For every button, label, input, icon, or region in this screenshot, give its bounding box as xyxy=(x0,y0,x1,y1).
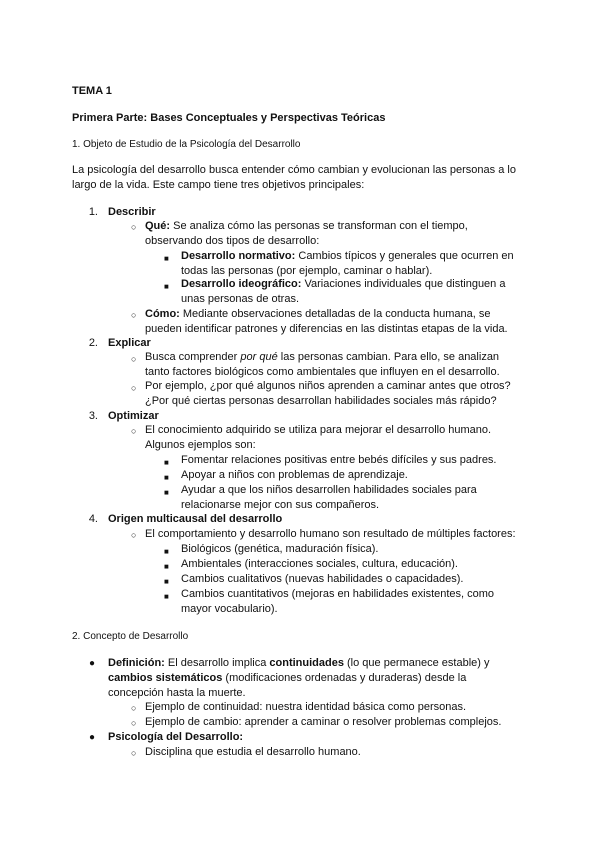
circle-bullet-icon: ○ xyxy=(131,383,137,393)
factor-cuantitativos-line-2: mayor vocabulario). xyxy=(181,603,278,615)
explicar-line-4: ¿Por qué ciertas personas desarrollan habilidades sociales más rápido? xyxy=(145,395,497,407)
objective-explicar: Explicar xyxy=(108,337,151,349)
square-bullet-icon: ■ xyxy=(164,577,169,586)
square-bullet-icon: ■ xyxy=(164,473,169,482)
circle-bullet-icon: ○ xyxy=(131,703,137,713)
describir-como-line-1: Cómo: Mediante observaciones detalladas de la conducta humana, se xyxy=(145,308,491,320)
optimizar-example-3-line-1: Ayudar a que los niños desarrollen habilidades sociales para xyxy=(181,484,477,496)
round-bullet-icon: ● xyxy=(89,732,96,743)
circle-bullet-icon: ○ xyxy=(131,310,137,320)
describir-como-line-2: pueden identificar patrones y diferencias en las distintas etapas de la vida. xyxy=(145,323,508,335)
optimizar-example-3-line-2: relacionarse mejor con sus compañeros. xyxy=(181,499,380,511)
circle-bullet-icon: ○ xyxy=(131,748,137,758)
normativo-line-2: todas las personas (por ejemplo, caminar o hablar). xyxy=(181,265,433,277)
objective-origen: Origen multicausal del desarrollo xyxy=(108,513,283,525)
square-bullet-icon: ■ xyxy=(164,592,169,601)
list-number: 3. xyxy=(88,410,98,422)
list-number: 1. xyxy=(88,206,98,218)
origen-line-1: El comportamiento y desarrollo humano son resultado de múltiples factores: xyxy=(145,528,516,540)
square-bullet-icon: ■ xyxy=(164,488,169,497)
cambio-example: Ejemplo de cambio: aprender a caminar o resolver problemas complejos. xyxy=(145,716,502,728)
round-bullet-icon: ● xyxy=(89,658,96,669)
doc-title: TEMA 1 xyxy=(72,85,112,97)
part-heading: Primera Parte: Bases Conceptuales y Perspectivas Teóricas xyxy=(72,112,386,124)
optimizar-example-2: Apoyar a niños con problemas de aprendizaje. xyxy=(181,469,408,481)
circle-bullet-icon: ○ xyxy=(131,354,137,364)
explicar-line-2: tanto factores biológicos como ambientales que influyen en el desarrollo. xyxy=(145,366,500,378)
describir-que-line-2: observando dos tipos de desarrollo: xyxy=(145,235,320,247)
factor-cuantitativos-line-1: Cambios cuantitativos (mejoras en habilidades existentes, como xyxy=(181,588,495,600)
factor-cualitativos: Cambios cualitativos (nuevas habilidades o capacidades). xyxy=(181,573,464,585)
square-bullet-icon: ■ xyxy=(164,282,169,291)
factor-biologicos: Biológicos (genética, maduración física). xyxy=(181,543,379,555)
factor-ambientales: Ambientales (interacciones sociales, cultura, educación). xyxy=(181,558,458,570)
definicion-line-2: cambios sistemáticos (modificaciones ordenadas y duraderas) desde la xyxy=(108,672,467,684)
circle-bullet-icon: ○ xyxy=(131,718,137,728)
list-number: 4. xyxy=(88,513,98,525)
circle-bullet-icon: ○ xyxy=(131,530,137,540)
intro-line-2: largo de la vida. Este campo tiene tres objetivos principales: xyxy=(72,179,365,191)
definicion-line-3: concepción hasta la muerte. xyxy=(108,687,246,699)
square-bullet-icon: ■ xyxy=(164,254,169,263)
ideografico-line-1: Desarrollo ideográfico: Variaciones individuales que distinguen a xyxy=(181,278,506,290)
square-bullet-icon: ■ xyxy=(164,458,169,467)
explicar-line-1: Busca comprender por qué las personas cambian. Para ello, se analizan xyxy=(145,351,500,363)
intro-line-1: La psicología del desarrollo busca entender cómo cambian y evolucionan las personas a lo xyxy=(72,164,516,176)
definicion-line-1: Definición: El desarrollo implica continuidades (lo que permanece estable) y xyxy=(108,657,490,669)
objective-describir: Describir xyxy=(108,206,156,218)
optimizar-example-1: Fomentar relaciones positivas entre bebés difíciles y sus padres. xyxy=(181,454,497,466)
circle-bullet-icon: ○ xyxy=(131,222,137,232)
objective-optimizar: Optimizar xyxy=(108,410,159,422)
optimizar-line-2: Algunos ejemplos son: xyxy=(145,439,256,451)
circle-bullet-icon: ○ xyxy=(131,426,137,436)
section2-heading: 2. Concepto de Desarrollo xyxy=(72,631,189,642)
square-bullet-icon: ■ xyxy=(164,547,169,556)
square-bullet-icon: ■ xyxy=(164,562,169,571)
explicar-line-3: Por ejemplo, ¿por qué algunos niños aprenden a caminar antes que otros? xyxy=(145,380,511,392)
list-number: 2. xyxy=(88,337,98,349)
ideografico-line-2: unas personas de otras. xyxy=(181,293,300,305)
continuidad-example: Ejemplo de continuidad: nuestra identidad básica como personas. xyxy=(145,701,467,713)
psicologia-desarrollo-label: Psicología del Desarrollo: xyxy=(108,731,244,743)
psicologia-desarrollo-definition: Disciplina que estudia el desarrollo humano. xyxy=(145,746,361,758)
optimizar-line-1: El conocimiento adquirido se utiliza para mejorar el desarrollo humano. xyxy=(145,424,492,436)
section1-heading: 1. Objeto de Estudio de la Psicología del Desarrollo xyxy=(72,139,301,150)
normativo-line-1: Desarrollo normativo: Cambios típicos y generales que ocurren en xyxy=(181,250,514,262)
describir-que-line-1: Qué: Se analiza cómo las personas se transforman con el tiempo, xyxy=(145,220,468,232)
